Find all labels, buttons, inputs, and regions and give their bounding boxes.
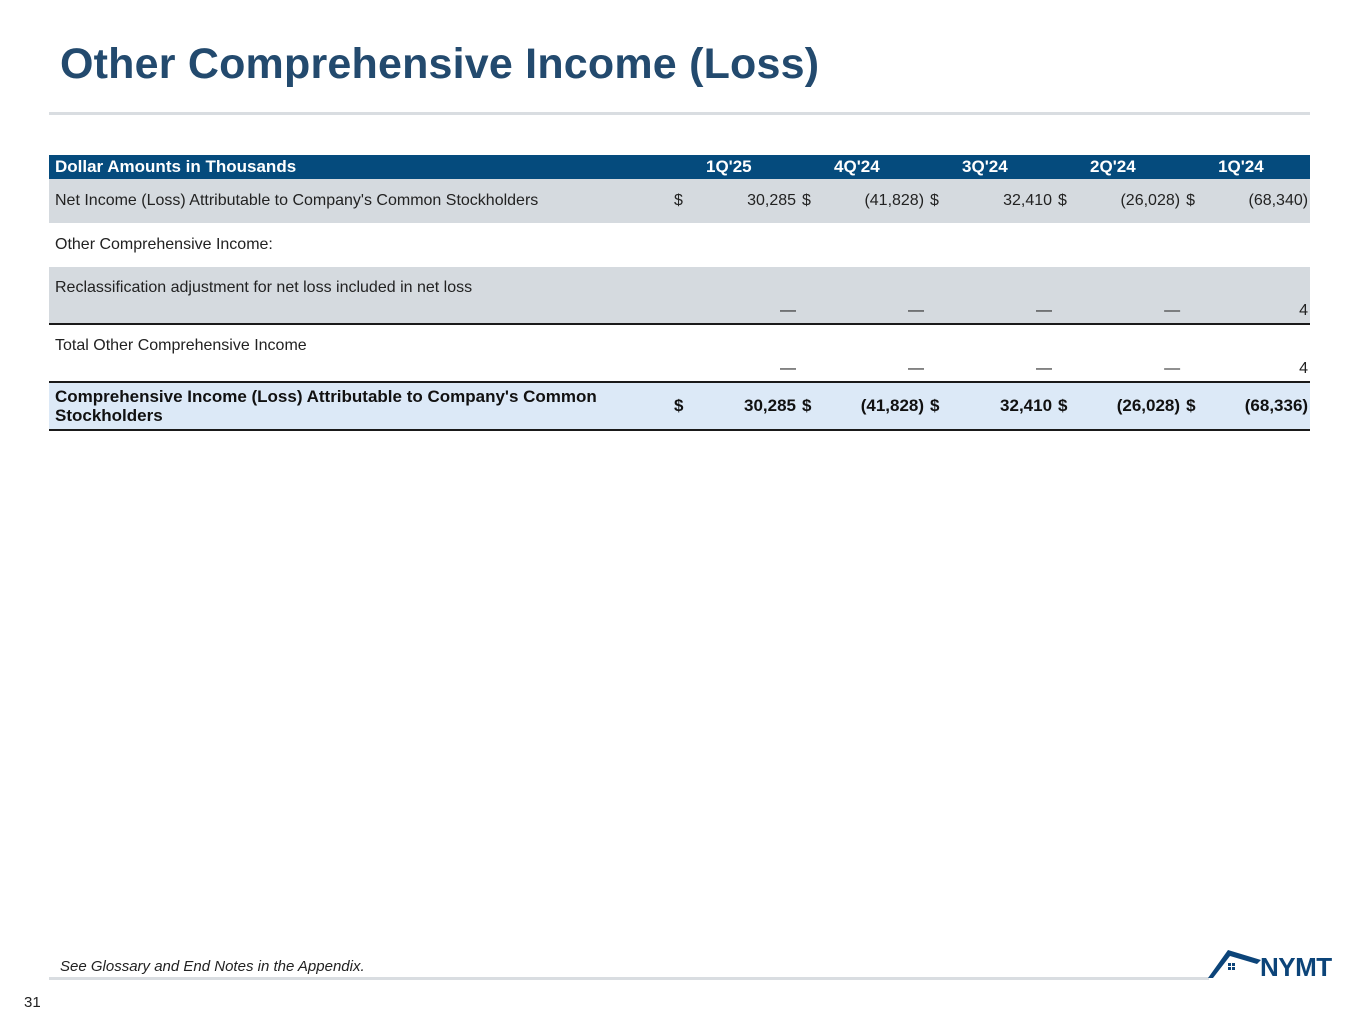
total-row (49, 382, 1310, 430)
table-header-row (49, 155, 1310, 179)
row-label: Other Comprehensive Income: (49, 223, 670, 267)
cell-value: 32,410 (950, 179, 1054, 223)
cell-value (1078, 223, 1182, 267)
cell-value: — (822, 324, 926, 382)
currency-symbol: $ (798, 179, 822, 223)
currency-symbol: $ (926, 179, 950, 223)
currency-symbol (670, 324, 694, 382)
currency-symbol (798, 324, 822, 382)
comprehensive-income-table (49, 155, 1310, 431)
currency-symbol (1182, 324, 1206, 382)
column-header-period: 2Q'24 (1054, 155, 1182, 179)
currency-symbol: $ (798, 382, 822, 430)
currency-symbol (926, 223, 950, 267)
cell-value (822, 223, 926, 267)
currency-symbol (670, 223, 694, 267)
currency-symbol: $ (670, 382, 694, 430)
currency-symbol: $ (1054, 179, 1078, 223)
row-label: Reclassification adjustment for net loss included in net loss (49, 267, 670, 324)
page-title: Other Comprehensive Income (Loss) (60, 40, 820, 88)
cell-value: — (694, 324, 798, 382)
cell-value: — (822, 267, 926, 324)
currency-symbol: $ (926, 382, 950, 430)
header-label: Dollar Amounts in Thousands (49, 155, 670, 179)
cell-value (694, 223, 798, 267)
column-header-period: 3Q'24 (926, 155, 1054, 179)
cell-value: (41,828) (822, 382, 926, 430)
currency-symbol (1182, 223, 1206, 267)
column-header-period: 1Q'24 (1182, 155, 1310, 179)
cell-value: — (694, 267, 798, 324)
table-row (49, 267, 1310, 324)
company-logo (1207, 946, 1343, 982)
cell-value: — (950, 267, 1054, 324)
cell-value: 4 (1206, 324, 1310, 382)
row-label: Comprehensive Income (Loss) Attributable to Company's Common Stockholders (49, 382, 670, 430)
table-row (49, 179, 1310, 223)
cell-value: — (1078, 267, 1182, 324)
cell-value: (26,028) (1078, 382, 1182, 430)
logo-house-icon (1207, 946, 1263, 982)
currency-symbol (1182, 267, 1206, 324)
currency-symbol (1054, 267, 1078, 324)
currency-symbol (926, 324, 950, 382)
page-number: 31 (24, 994, 41, 1011)
cell-value: 30,285 (694, 382, 798, 430)
cell-value (950, 223, 1054, 267)
cell-value: — (950, 324, 1054, 382)
table-row (49, 324, 1310, 382)
footer-divider (49, 977, 1209, 980)
table-row (49, 223, 1310, 267)
currency-symbol (1054, 324, 1078, 382)
cell-value (1206, 223, 1310, 267)
currency-symbol (670, 267, 694, 324)
row-label: Total Other Comprehensive Income (49, 324, 670, 382)
currency-symbol (926, 267, 950, 324)
currency-symbol: $ (670, 179, 694, 223)
currency-symbol: $ (1182, 382, 1206, 430)
row-label: Net Income (Loss) Attributable to Company's Common Stockholders (49, 179, 670, 223)
cell-value: 32,410 (950, 382, 1054, 430)
cell-value: (68,340) (1206, 179, 1310, 223)
column-header-period: 4Q'24 (798, 155, 926, 179)
footnote: See Glossary and End Notes in the Appendix. (60, 958, 365, 975)
cell-value: — (1078, 324, 1182, 382)
cell-value: 30,285 (694, 179, 798, 223)
currency-symbol: $ (1182, 179, 1206, 223)
cell-value: 4 (1206, 267, 1310, 324)
cell-value: (68,336) (1206, 382, 1310, 430)
currency-symbol (798, 267, 822, 324)
logo-text: NYMT (1260, 952, 1332, 982)
currency-symbol: $ (1054, 382, 1078, 430)
cell-value: (26,028) (1078, 179, 1182, 223)
currency-symbol (1054, 223, 1078, 267)
cell-value: (41,828) (822, 179, 926, 223)
column-header-period: 1Q'25 (670, 155, 798, 179)
title-divider (49, 112, 1310, 115)
currency-symbol (798, 223, 822, 267)
